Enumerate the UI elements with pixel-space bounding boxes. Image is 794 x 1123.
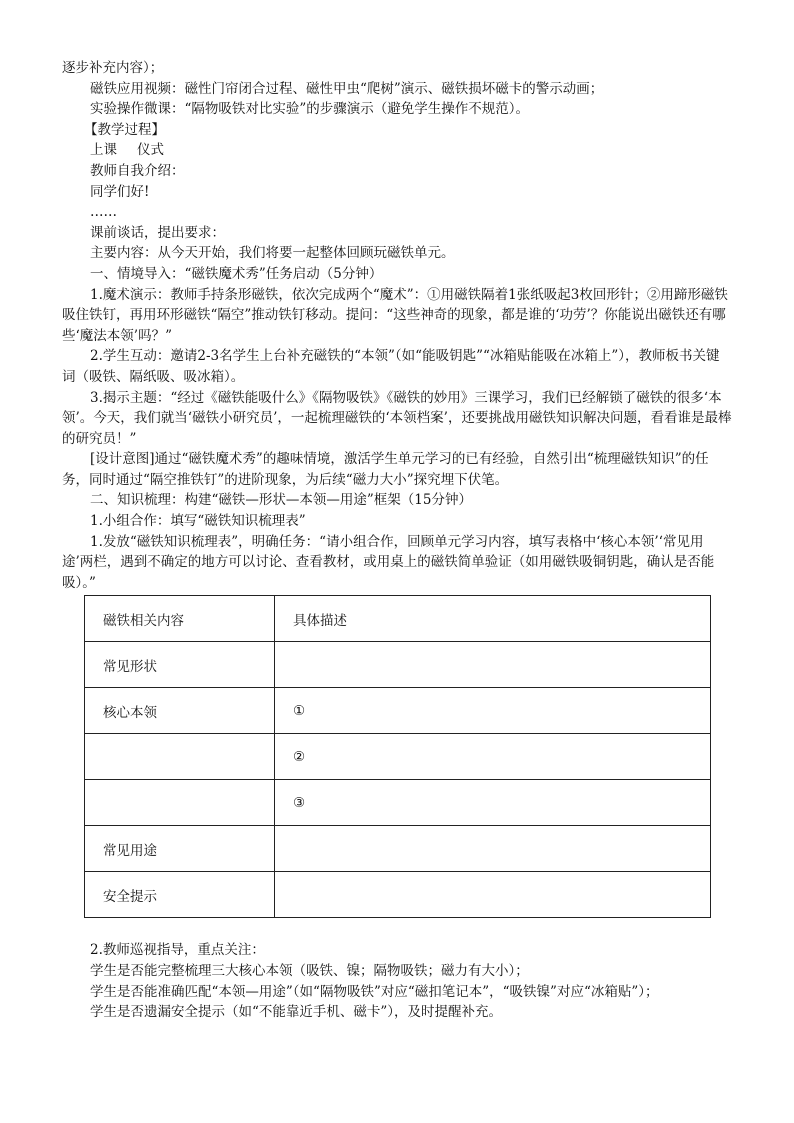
process-heading: 【教学过程】 xyxy=(84,121,165,138)
focus-item-1: 学生是否能完整梳理三大核心本领（吸铁、镍；隔物吸铁；磁力有大小）； xyxy=(90,963,529,980)
section-1-magic: 1.魔术演示：教师手持条形磁铁，依次完成两个“魔术”：①用磁铁隔着1张纸吸起3枚回形针；②用蹄形磁铁吸住铁钉，再用环形磁铁“隔空”推动铁钉移动。提问：“这些神奇的现象，都是谁的‘功劳’？你能说出磁铁还有哪些‘魔法本领’吗？” xyxy=(62,286,728,344)
table-cell xyxy=(275,872,711,918)
table-row xyxy=(85,826,711,872)
section-1-interaction: 2.学生互动：邀请2-3名学生上台补充磁铁的“本领”（如“能吸钥匙”“冰箱贴能吸在冰箱上”），教师板书关键词（吸铁、隔纸吸、吸冰箱）。 xyxy=(62,348,720,385)
table-cell: ① xyxy=(275,688,711,734)
table-row xyxy=(85,642,711,688)
class-ceremony: 上课 仪式 xyxy=(90,142,164,159)
focus-item-3: 学生是否遗漏安全提示（如“不能靠近手机、磁卡”），及时提醒补充。 xyxy=(90,1004,503,1021)
knowledge-table xyxy=(84,595,711,918)
table-row xyxy=(85,780,711,826)
table-row xyxy=(85,734,711,780)
table-cell xyxy=(275,642,711,688)
self-intro: 教师自我介绍： xyxy=(90,162,185,179)
video-resources: 磁铁应用视频：磁性门帘闭合过程、磁性甲虫“爬树”演示、磁铁损坏磁卡的警示动画； xyxy=(90,80,604,97)
table-cell xyxy=(85,780,275,826)
table-row xyxy=(85,872,711,918)
table-cell xyxy=(275,826,711,872)
table-cell xyxy=(85,734,275,780)
ellipsis: …… xyxy=(90,204,117,221)
table-header-row xyxy=(85,596,711,642)
section-2-title: 二、知识梳理：构建“磁铁—形状—本领—用途”框架（15分钟） xyxy=(90,492,472,509)
document-page xyxy=(62,58,732,1023)
design-intent: [设计意图]通过“磁铁魔术秀”的趣味情境，激活学生单元学习的已有经验，自然引出“梳理磁铁知识”的任务，同时通过“隔空推铁钉”的进阶现象，为后续“磁力大小”探究埋下伏笔。 xyxy=(62,451,709,488)
focus-item-2: 学生是否能准确匹配“本领—用途”（如“隔物吸铁”对应“磁扣笔记本”，“吸铁镍”对应“冰箱贴”）； xyxy=(90,983,659,1000)
section-1-title: 一、情境导入：“磁铁魔术秀”任务启动（5分钟） xyxy=(90,265,383,282)
table-cell: ③ xyxy=(275,780,711,826)
table-cell: 常见形状 xyxy=(85,642,275,688)
section-1-theme: 3.揭示主题：“经过《磁铁能吸什么》《隔物吸铁》《磁铁的妙用》三课学习，我们已经解锁了磁铁的很多‘本领’。今天，我们就当‘磁铁小研究员’，一起梳理磁铁的‘本领档案’，还要挑战用磁铁知识解决问题，看看谁是最棒的研究员！” xyxy=(62,389,732,447)
table-row xyxy=(85,688,711,734)
micro-lesson: 实验操作微课：“隔物吸铁对比实验”的步骤演示（避免学生操作不规范）。 xyxy=(90,101,530,118)
section-2-subtitle: 1.小组合作：填写“磁铁知识梳理表” xyxy=(90,513,306,530)
table-cell: ② xyxy=(275,734,711,780)
table-cell: 安全提示 xyxy=(85,872,275,918)
section-2-task: 1.发放“磁铁知识梳理表”，明确任务：“请小组合作，回顾单元学习内容，填写表格中‘核心本领’‘常见用途’两栏，遇到不确定的地方可以讨论、查看教材，或用桌上的磁铁简单验证（如用磁铁吸铜钥匙，确认是否能吸）。” xyxy=(62,533,715,591)
table-cell: 核心本领 xyxy=(85,688,275,734)
table-header-cell: 磁铁相关内容 xyxy=(85,596,275,642)
continued-line: 逐步补充内容）； xyxy=(62,60,164,76)
teacher-guidance: 2.教师巡视指导，重点关注： xyxy=(90,942,265,959)
main-content: 主要内容：从今天开始，我们将要一起整体回顾玩磁铁单元。 xyxy=(90,245,455,262)
greeting: 同学们好! xyxy=(90,183,150,200)
pre-class-talk: 课前谈话，提出要求： xyxy=(90,224,225,241)
table-cell: 常见用途 xyxy=(85,826,275,872)
table-header-cell: 具体描述 xyxy=(275,596,711,642)
